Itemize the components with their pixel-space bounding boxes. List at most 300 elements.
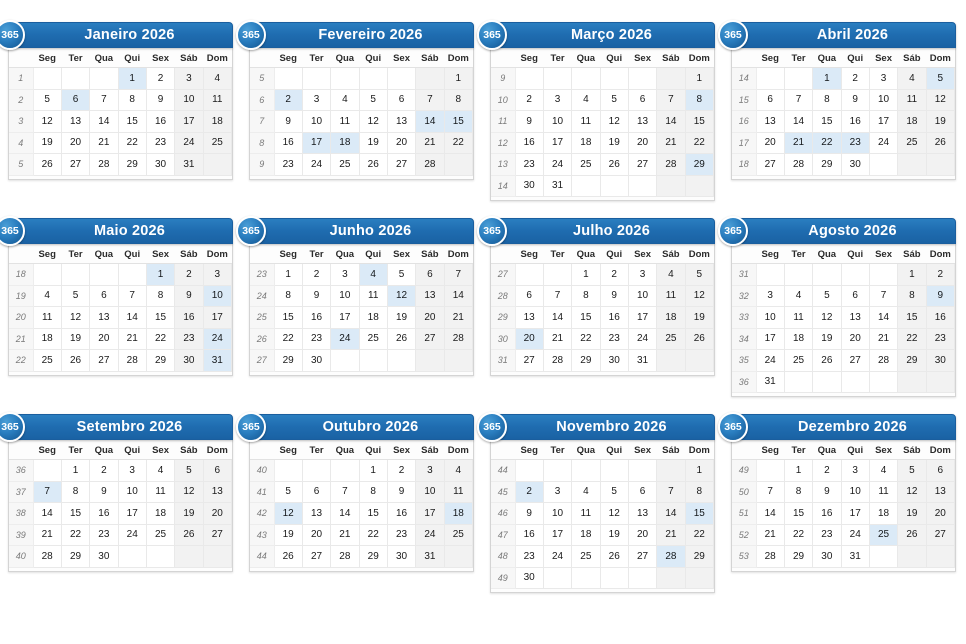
day-cell[interactable]: 6 — [841, 285, 869, 307]
day-cell[interactable]: 29 — [61, 546, 89, 568]
day-cell[interactable]: 22 — [444, 132, 472, 154]
day-cell[interactable]: 3 — [302, 89, 330, 111]
day-cell[interactable]: 4 — [203, 68, 231, 90]
day-cell[interactable]: 5 — [898, 460, 926, 482]
day-cell[interactable]: 24 — [756, 350, 784, 372]
day-cell[interactable]: 25 — [657, 328, 685, 350]
day-cell[interactable]: 22 — [784, 524, 812, 546]
day-cell[interactable]: 22 — [572, 328, 600, 350]
day-cell[interactable]: 25 — [572, 154, 600, 176]
day-cell[interactable]: 27 — [416, 328, 444, 350]
day-cell[interactable]: 15 — [898, 307, 926, 329]
day-cell[interactable]: 20 — [416, 307, 444, 329]
day-cell[interactable]: 19 — [926, 111, 954, 133]
day-cell[interactable]: 15 — [274, 307, 302, 329]
day-cell[interactable]: 11 — [359, 285, 387, 307]
day-cell[interactable]: 21 — [543, 328, 571, 350]
day-cell[interactable]: 28 — [869, 350, 897, 372]
day-cell[interactable]: 29 — [898, 350, 926, 372]
day-cell[interactable]: 29 — [274, 350, 302, 372]
day-cell[interactable]: 2 — [302, 264, 330, 286]
day-cell[interactable]: 18 — [572, 132, 600, 154]
day-cell[interactable]: 10 — [543, 111, 571, 133]
day-cell[interactable]: 8 — [359, 481, 387, 503]
day-cell[interactable]: 23 — [274, 154, 302, 176]
day-cell[interactable]: 3 — [841, 460, 869, 482]
day-cell[interactable]: 14 — [416, 111, 444, 133]
day-cell[interactable]: 3 — [756, 285, 784, 307]
day-cell[interactable]: 7 — [416, 89, 444, 111]
day-cell[interactable]: 11 — [444, 481, 472, 503]
day-cell[interactable]: 12 — [600, 503, 628, 525]
day-cell[interactable]: 15 — [685, 111, 713, 133]
day-cell[interactable]: 19 — [175, 503, 203, 525]
day-cell[interactable]: 6 — [628, 481, 656, 503]
day-cell[interactable]: 14 — [90, 111, 118, 133]
day-cell[interactable]: 17 — [628, 307, 656, 329]
day-cell[interactable]: 25 — [33, 350, 61, 372]
day-cell[interactable]: 20 — [841, 328, 869, 350]
day-cell[interactable]: 19 — [274, 524, 302, 546]
day-cell[interactable]: 10 — [756, 307, 784, 329]
day-cell[interactable]: 23 — [387, 524, 415, 546]
day-cell[interactable]: 22 — [274, 328, 302, 350]
day-cell[interactable]: 27 — [203, 524, 231, 546]
day-cell[interactable]: 15 — [572, 307, 600, 329]
day-cell[interactable]: 14 — [331, 503, 359, 525]
day-cell[interactable]: 11 — [869, 481, 897, 503]
day-cell[interactable]: 8 — [572, 285, 600, 307]
day-cell[interactable]: 5 — [61, 285, 89, 307]
day-cell[interactable]: 17 — [416, 503, 444, 525]
day-cell[interactable]: 5 — [685, 264, 713, 286]
day-cell[interactable]: 9 — [274, 111, 302, 133]
day-cell[interactable]: 17 — [756, 328, 784, 350]
day-cell[interactable]: 4 — [657, 264, 685, 286]
day-cell[interactable]: 15 — [118, 111, 146, 133]
day-cell[interactable]: 25 — [572, 546, 600, 568]
day-cell[interactable]: 23 — [926, 328, 954, 350]
day-cell[interactable]: 5 — [600, 89, 628, 111]
day-cell[interactable]: 14 — [543, 307, 571, 329]
day-cell[interactable]: 23 — [600, 328, 628, 350]
day-cell[interactable]: 22 — [685, 132, 713, 154]
day-cell[interactable]: 3 — [543, 481, 571, 503]
day-cell[interactable]: 6 — [387, 89, 415, 111]
day-cell[interactable]: 16 — [813, 503, 841, 525]
day-cell[interactable]: 7 — [444, 264, 472, 286]
day-cell[interactable]: 29 — [359, 546, 387, 568]
day-cell[interactable]: 21 — [756, 524, 784, 546]
day-cell[interactable]: 29 — [813, 154, 841, 176]
day-cell[interactable]: 19 — [813, 328, 841, 350]
day-cell[interactable]: 29 — [685, 154, 713, 176]
day-cell[interactable]: 27 — [90, 350, 118, 372]
day-cell[interactable]: 10 — [628, 285, 656, 307]
day-cell[interactable]: 19 — [600, 132, 628, 154]
day-cell[interactable]: 21 — [90, 132, 118, 154]
day-cell[interactable]: 24 — [869, 132, 897, 154]
day-cell[interactable]: 30 — [146, 154, 174, 176]
day-cell[interactable]: 1 — [118, 68, 146, 90]
day-cell[interactable]: 8 — [685, 89, 713, 111]
day-cell[interactable]: 28 — [416, 154, 444, 176]
day-cell[interactable]: 3 — [628, 264, 656, 286]
day-cell[interactable]: 2 — [146, 68, 174, 90]
day-cell[interactable]: 27 — [628, 546, 656, 568]
day-cell[interactable]: 9 — [302, 285, 330, 307]
day-cell[interactable]: 15 — [784, 503, 812, 525]
day-cell[interactable]: 17 — [118, 503, 146, 525]
day-cell[interactable]: 31 — [628, 350, 656, 372]
day-cell[interactable]: 20 — [926, 503, 954, 525]
day-cell[interactable]: 10 — [841, 481, 869, 503]
day-cell[interactable]: 7 — [543, 285, 571, 307]
day-cell[interactable]: 13 — [926, 481, 954, 503]
day-cell[interactable]: 12 — [926, 89, 954, 111]
day-cell[interactable]: 21 — [118, 328, 146, 350]
day-cell[interactable]: 14 — [33, 503, 61, 525]
day-cell[interactable]: 6 — [926, 460, 954, 482]
day-cell[interactable]: 28 — [118, 350, 146, 372]
day-cell[interactable]: 11 — [33, 307, 61, 329]
day-cell[interactable]: 10 — [302, 111, 330, 133]
day-cell[interactable]: 5 — [359, 89, 387, 111]
day-cell[interactable]: 6 — [302, 481, 330, 503]
day-cell[interactable]: 10 — [203, 285, 231, 307]
day-cell[interactable]: 18 — [898, 111, 926, 133]
day-cell[interactable]: 25 — [359, 328, 387, 350]
day-cell[interactable]: 26 — [685, 328, 713, 350]
day-cell[interactable]: 20 — [302, 524, 330, 546]
day-cell[interactable]: 6 — [416, 264, 444, 286]
day-cell[interactable]: 31 — [416, 546, 444, 568]
day-cell[interactable]: 13 — [628, 111, 656, 133]
day-cell[interactable]: 12 — [685, 285, 713, 307]
day-cell[interactable]: 28 — [657, 546, 685, 568]
day-cell[interactable]: 14 — [657, 503, 685, 525]
day-cell[interactable]: 23 — [813, 524, 841, 546]
day-cell[interactable]: 18 — [146, 503, 174, 525]
day-cell[interactable]: 29 — [146, 350, 174, 372]
day-cell[interactable]: 19 — [33, 132, 61, 154]
day-cell[interactable]: 28 — [444, 328, 472, 350]
day-cell[interactable]: 30 — [926, 350, 954, 372]
day-cell[interactable]: 24 — [543, 154, 571, 176]
day-cell[interactable]: 31 — [203, 350, 231, 372]
day-cell[interactable]: 23 — [302, 328, 330, 350]
day-cell[interactable]: 21 — [331, 524, 359, 546]
day-cell[interactable]: 5 — [387, 264, 415, 286]
day-cell[interactable]: 9 — [515, 503, 543, 525]
day-cell[interactable]: 4 — [572, 89, 600, 111]
day-cell[interactable]: 7 — [331, 481, 359, 503]
day-cell[interactable]: 27 — [841, 350, 869, 372]
day-cell[interactable]: 4 — [784, 285, 812, 307]
day-cell[interactable]: 5 — [175, 460, 203, 482]
day-cell[interactable]: 9 — [841, 89, 869, 111]
day-cell[interactable]: 19 — [359, 132, 387, 154]
day-cell[interactable]: 21 — [657, 132, 685, 154]
day-cell[interactable]: 26 — [898, 524, 926, 546]
day-cell[interactable]: 31 — [841, 546, 869, 568]
day-cell[interactable]: 2 — [600, 264, 628, 286]
day-cell[interactable]: 28 — [543, 350, 571, 372]
day-cell[interactable]: 6 — [90, 285, 118, 307]
day-cell[interactable]: 27 — [515, 350, 543, 372]
day-cell[interactable]: 24 — [841, 524, 869, 546]
day-cell[interactable]: 29 — [118, 154, 146, 176]
day-cell[interactable]: 23 — [90, 524, 118, 546]
day-cell[interactable]: 11 — [572, 503, 600, 525]
day-cell[interactable]: 11 — [146, 481, 174, 503]
day-cell[interactable]: 1 — [444, 68, 472, 90]
day-cell[interactable]: 9 — [515, 111, 543, 133]
day-cell[interactable]: 2 — [175, 264, 203, 286]
day-cell[interactable]: 27 — [628, 154, 656, 176]
day-cell[interactable]: 19 — [600, 524, 628, 546]
day-cell[interactable]: 17 — [203, 307, 231, 329]
day-cell[interactable]: 27 — [61, 154, 89, 176]
day-cell[interactable]: 10 — [175, 89, 203, 111]
day-cell[interactable]: 15 — [61, 503, 89, 525]
day-cell[interactable]: 21 — [33, 524, 61, 546]
day-cell[interactable]: 26 — [33, 154, 61, 176]
day-cell[interactable]: 1 — [359, 460, 387, 482]
day-cell[interactable]: 20 — [628, 524, 656, 546]
day-cell[interactable]: 14 — [756, 503, 784, 525]
day-cell[interactable]: 22 — [685, 524, 713, 546]
day-cell[interactable]: 18 — [784, 328, 812, 350]
day-cell[interactable]: 12 — [175, 481, 203, 503]
day-cell[interactable]: 14 — [118, 307, 146, 329]
day-cell[interactable]: 25 — [331, 154, 359, 176]
day-cell[interactable]: 6 — [756, 89, 784, 111]
day-cell[interactable]: 15 — [359, 503, 387, 525]
day-cell[interactable]: 3 — [416, 460, 444, 482]
day-cell[interactable]: 13 — [515, 307, 543, 329]
day-cell[interactable]: 27 — [926, 524, 954, 546]
day-cell[interactable]: 16 — [90, 503, 118, 525]
day-cell[interactable]: 26 — [387, 328, 415, 350]
day-cell[interactable]: 17 — [175, 111, 203, 133]
day-cell[interactable]: 2 — [274, 89, 302, 111]
day-cell[interactable]: 12 — [387, 285, 415, 307]
day-cell[interactable]: 28 — [784, 154, 812, 176]
day-cell[interactable]: 7 — [869, 285, 897, 307]
day-cell[interactable]: 4 — [146, 460, 174, 482]
day-cell[interactable]: 1 — [784, 460, 812, 482]
day-cell[interactable]: 26 — [61, 350, 89, 372]
day-cell[interactable]: 20 — [90, 328, 118, 350]
day-cell[interactable]: 15 — [146, 307, 174, 329]
day-cell[interactable]: 7 — [118, 285, 146, 307]
day-cell[interactable]: 16 — [926, 307, 954, 329]
day-cell[interactable]: 12 — [813, 307, 841, 329]
day-cell[interactable]: 9 — [175, 285, 203, 307]
day-cell[interactable]: 25 — [784, 350, 812, 372]
day-cell[interactable]: 13 — [387, 111, 415, 133]
day-cell[interactable]: 24 — [543, 546, 571, 568]
day-cell[interactable]: 11 — [657, 285, 685, 307]
day-cell[interactable]: 29 — [784, 546, 812, 568]
day-cell[interactable]: 30 — [600, 350, 628, 372]
day-cell[interactable]: 30 — [175, 350, 203, 372]
day-cell[interactable]: 6 — [515, 285, 543, 307]
day-cell[interactable]: 13 — [61, 111, 89, 133]
day-cell[interactable]: 14 — [444, 285, 472, 307]
day-cell[interactable]: 8 — [118, 89, 146, 111]
day-cell[interactable]: 9 — [146, 89, 174, 111]
day-cell[interactable]: 6 — [203, 460, 231, 482]
day-cell[interactable]: 8 — [274, 285, 302, 307]
day-cell[interactable]: 27 — [302, 546, 330, 568]
day-cell[interactable]: 2 — [515, 481, 543, 503]
day-cell[interactable]: 25 — [203, 132, 231, 154]
day-cell[interactable]: 4 — [444, 460, 472, 482]
day-cell[interactable]: 26 — [359, 154, 387, 176]
day-cell[interactable]: 3 — [175, 68, 203, 90]
day-cell[interactable]: 1 — [685, 460, 713, 482]
day-cell[interactable]: 8 — [61, 481, 89, 503]
day-cell[interactable]: 11 — [203, 89, 231, 111]
day-cell[interactable]: 25 — [444, 524, 472, 546]
day-cell[interactable]: 23 — [175, 328, 203, 350]
day-cell[interactable]: 9 — [90, 481, 118, 503]
day-cell[interactable]: 18 — [572, 524, 600, 546]
day-cell[interactable]: 10 — [118, 481, 146, 503]
day-cell[interactable]: 20 — [387, 132, 415, 154]
day-cell[interactable]: 20 — [203, 503, 231, 525]
day-cell[interactable]: 24 — [175, 132, 203, 154]
day-cell[interactable]: 4 — [331, 89, 359, 111]
day-cell[interactable]: 30 — [841, 154, 869, 176]
day-cell[interactable]: 16 — [387, 503, 415, 525]
day-cell[interactable]: 17 — [869, 111, 897, 133]
day-cell[interactable]: 9 — [813, 481, 841, 503]
day-cell[interactable]: 23 — [515, 546, 543, 568]
day-cell[interactable]: 2 — [926, 264, 954, 286]
day-cell[interactable]: 16 — [274, 132, 302, 154]
day-cell[interactable]: 20 — [756, 132, 784, 154]
day-cell[interactable]: 16 — [841, 111, 869, 133]
day-cell[interactable]: 21 — [444, 307, 472, 329]
day-cell[interactable]: 24 — [416, 524, 444, 546]
day-cell[interactable]: 1 — [898, 264, 926, 286]
day-cell[interactable]: 3 — [869, 68, 897, 90]
day-cell[interactable]: 7 — [756, 481, 784, 503]
day-cell[interactable]: 18 — [869, 503, 897, 525]
day-cell[interactable]: 24 — [203, 328, 231, 350]
day-cell[interactable]: 8 — [444, 89, 472, 111]
day-cell[interactable]: 9 — [600, 285, 628, 307]
day-cell[interactable]: 25 — [146, 524, 174, 546]
day-cell[interactable]: 30 — [387, 546, 415, 568]
day-cell[interactable]: 23 — [146, 132, 174, 154]
day-cell[interactable]: 26 — [600, 546, 628, 568]
day-cell[interactable]: 8 — [898, 285, 926, 307]
day-cell[interactable]: 4 — [33, 285, 61, 307]
day-cell[interactable]: 1 — [146, 264, 174, 286]
day-cell[interactable]: 18 — [33, 328, 61, 350]
day-cell[interactable]: 23 — [515, 154, 543, 176]
day-cell[interactable]: 5 — [33, 89, 61, 111]
day-cell[interactable]: 22 — [146, 328, 174, 350]
day-cell[interactable]: 3 — [118, 460, 146, 482]
day-cell[interactable]: 24 — [118, 524, 146, 546]
day-cell[interactable]: 13 — [841, 307, 869, 329]
day-cell[interactable]: 30 — [515, 567, 543, 589]
day-cell[interactable]: 26 — [926, 132, 954, 154]
day-cell[interactable]: 21 — [869, 328, 897, 350]
day-cell[interactable]: 10 — [416, 481, 444, 503]
day-cell[interactable]: 12 — [600, 111, 628, 133]
day-cell[interactable]: 14 — [657, 111, 685, 133]
day-cell[interactable]: 25 — [869, 524, 897, 546]
day-cell[interactable]: 29 — [572, 350, 600, 372]
day-cell[interactable]: 21 — [416, 132, 444, 154]
day-cell[interactable]: 11 — [331, 111, 359, 133]
day-cell[interactable]: 12 — [898, 481, 926, 503]
day-cell[interactable]: 16 — [302, 307, 330, 329]
day-cell[interactable]: 31 — [756, 371, 784, 393]
day-cell[interactable]: 8 — [813, 89, 841, 111]
day-cell[interactable]: 7 — [784, 89, 812, 111]
day-cell[interactable]: 22 — [898, 328, 926, 350]
day-cell[interactable]: 5 — [926, 68, 954, 90]
day-cell[interactable]: 26 — [600, 154, 628, 176]
day-cell[interactable]: 30 — [302, 350, 330, 372]
day-cell[interactable]: 10 — [869, 89, 897, 111]
day-cell[interactable]: 30 — [813, 546, 841, 568]
day-cell[interactable]: 1 — [61, 460, 89, 482]
day-cell[interactable]: 7 — [33, 481, 61, 503]
day-cell[interactable]: 3 — [331, 264, 359, 286]
day-cell[interactable]: 1 — [572, 264, 600, 286]
day-cell[interactable]: 3 — [543, 89, 571, 111]
day-cell[interactable]: 4 — [869, 460, 897, 482]
day-cell[interactable]: 21 — [657, 524, 685, 546]
day-cell[interactable]: 17 — [543, 524, 571, 546]
day-cell[interactable]: 2 — [841, 68, 869, 90]
day-cell[interactable]: 4 — [572, 481, 600, 503]
day-cell[interactable]: 11 — [898, 89, 926, 111]
day-cell[interactable]: 20 — [628, 132, 656, 154]
day-cell[interactable]: 17 — [543, 132, 571, 154]
day-cell[interactable]: 26 — [175, 524, 203, 546]
day-cell[interactable]: 7 — [657, 481, 685, 503]
day-cell[interactable]: 1 — [813, 68, 841, 90]
day-cell[interactable]: 27 — [387, 154, 415, 176]
day-cell[interactable]: 10 — [543, 503, 571, 525]
day-cell[interactable]: 24 — [302, 154, 330, 176]
day-cell[interactable]: 13 — [203, 481, 231, 503]
day-cell[interactable]: 28 — [331, 546, 359, 568]
day-cell[interactable]: 22 — [359, 524, 387, 546]
day-cell[interactable]: 22 — [118, 132, 146, 154]
day-cell[interactable]: 20 — [515, 328, 543, 350]
day-cell[interactable]: 16 — [175, 307, 203, 329]
day-cell[interactable]: 7 — [657, 89, 685, 111]
day-cell[interactable]: 2 — [515, 89, 543, 111]
day-cell[interactable]: 31 — [543, 175, 571, 197]
day-cell[interactable]: 7 — [90, 89, 118, 111]
day-cell[interactable]: 31 — [175, 154, 203, 176]
day-cell[interactable]: 14 — [869, 307, 897, 329]
day-cell[interactable]: 17 — [302, 132, 330, 154]
day-cell[interactable]: 26 — [813, 350, 841, 372]
day-cell[interactable]: 30 — [90, 546, 118, 568]
